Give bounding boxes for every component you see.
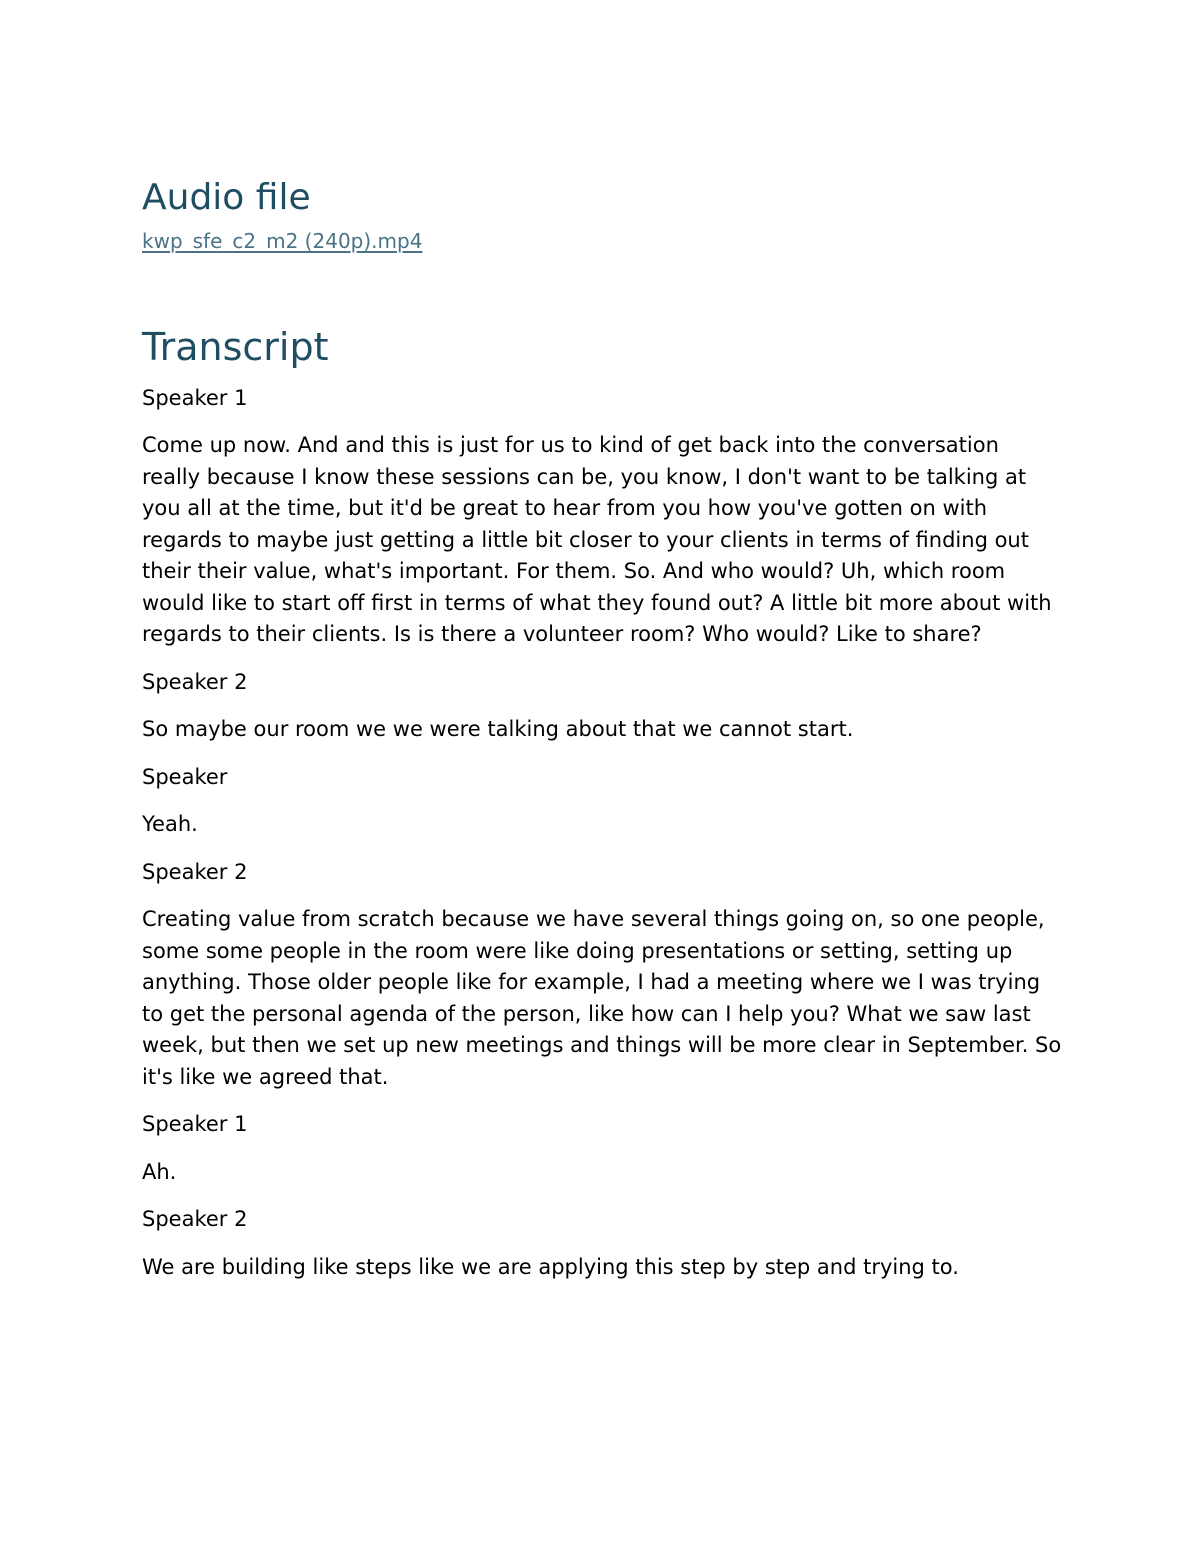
utterance-text: Ah. <box>142 1159 177 1184</box>
speaker-label: Speaker 2 <box>142 859 248 884</box>
transcript-entry <box>142 383 1062 651</box>
transcript-entry <box>142 857 1062 1094</box>
transcript-entry <box>142 1109 1062 1188</box>
transcript-entry <box>142 667 1062 746</box>
audio-file-link[interactable]: kwp_sfe_c2_m2 (240p).mp4 <box>142 229 423 254</box>
utterance-text: Creating value from scratch because we have several things going on, so one people, some some people in the room were like doing presentations or setting, setting up anything. Those older people like for example, I had a meeting where we I was trying to get the personal agenda of the person, like how can I help you? What we saw last week, but then we set up new meetings and things will be more clear in September. So it's like we agreed that. <box>142 907 1062 1089</box>
document-page <box>142 176 1062 1299</box>
transcript-entry <box>142 762 1062 841</box>
utterance-text: Yeah. <box>142 812 198 837</box>
transcript-heading: Transcript <box>142 325 329 370</box>
speaker-label: Speaker 2 <box>142 669 248 694</box>
speaker-label: Speaker 1 <box>142 1112 248 1137</box>
transcript-entry <box>142 1204 1062 1283</box>
utterance-text: We are building like steps like we are applying this step by step and trying to. <box>142 1254 959 1279</box>
utterance-text: Come up now. And and this is just for us to kind of get back into the conversation really because I know these sessions can be, you know, I don't want to be talking at you all at the time, but it'd be great to hear from you how you've gotten on with regards to maybe just getting a little bit closer to your clients in terms of finding out their their value, what's important. For them. So. And who would? Uh, which room would like to start off first in terms of what they found out? A little bit more about with regards to their clients. Is is there a volunteer room? Who would? Like to share? <box>142 433 1052 647</box>
utterance-text: So maybe our room we we were talking about that we cannot start. <box>142 717 854 742</box>
speaker-label: Speaker 2 <box>142 1207 248 1232</box>
speaker-label: Speaker 1 <box>142 385 248 410</box>
speaker-label: Speaker <box>142 764 228 789</box>
audio-file-heading: Audio file <box>142 177 311 218</box>
